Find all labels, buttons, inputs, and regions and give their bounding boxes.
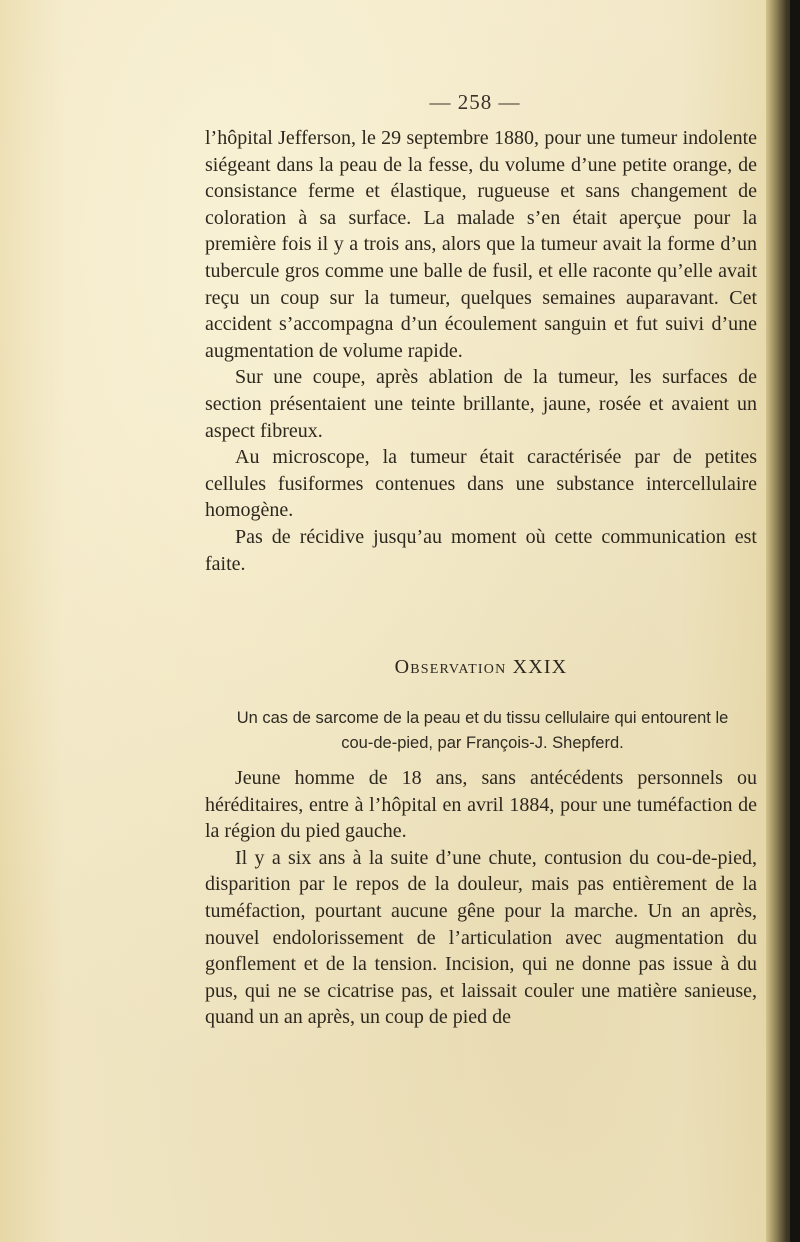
page-edge-dark bbox=[790, 0, 800, 1242]
page-number: — 258 — bbox=[429, 90, 521, 114]
observation-abstract: Un cas de sarcome de la peau et du tissu cellulaire qui entourent le cou-de-pied, par François-J. Shepferd. bbox=[236, 709, 729, 752]
paragraph: Jeune homme de 18 ans, sans antécédents personnels ou héréditaires, entre à l’hôpital en avril 1884, pour une tuméfaction de la région du pied gauche. bbox=[205, 767, 757, 843]
paragraph: Il y a six ans à la suite d’une chute, contusion du cou-de-pied, disparition par le repos de la douleur, mais pas entièrement de la tuméfaction, pourtant aucune gêne pour la marche. Un an après, nouvel endolorissement de l’articulation avec augmentation du gonflement et de la tension. Incision, qui ne donne pas issue à du pus, qui ne se cicatrise pas, et laissait couler une matière sanieuse, quand un an après, un coup de pied de bbox=[205, 846, 757, 1029]
paragraph: Sur une coupe, après ablation de la tumeur, les surfaces de section présentaient une teinte brillante, jaune, rosée et avaient un aspect fibreux. bbox=[205, 366, 757, 442]
paragraph: Au microscope, la tumeur était caractérisée par de petites cellules fusiformes contenues dans une substance intercellulaire homogène. bbox=[205, 446, 757, 522]
observation-heading: Observation XXIX bbox=[394, 656, 568, 678]
paragraph: Pas de récidive jusqu’au moment où cette communication est faite. bbox=[205, 525, 757, 575]
text-block-top bbox=[205, 125, 757, 577]
text-block-bottom bbox=[205, 765, 757, 1031]
paragraph: l’hôpital Jefferson, le 29 septembre 1880, pour une tumeur indolente siégeant dans la peau de la fesse, du volume d’une petite orange, de consistance ferme et élastique, rugueuse et sans changement de coloration à sa surface. La malade s’en était aperçue pour la première fois il y a trois ans, alors que la tumeur avait la forme d’un tubercule gros comme une balle de fusil, et elle raconte qu’elle avait reçu un coup sur la tumeur, quelques semaines auparavant. Cet accident s’accompagna d’un écoulement sanguin et fut suivi d’une augmentation de volume rapide. bbox=[205, 127, 757, 362]
